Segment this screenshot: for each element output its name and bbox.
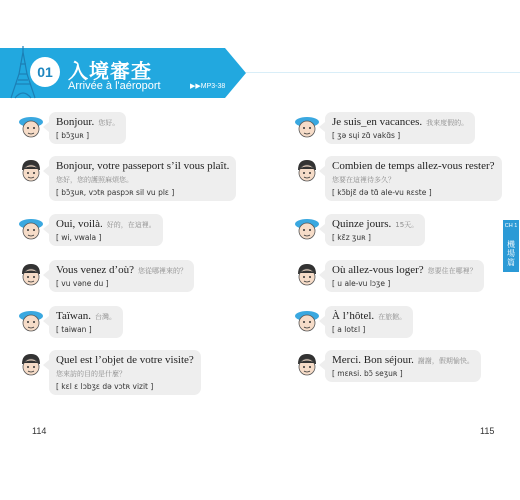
french-line: À l’hôtel. 在旅館。 (332, 310, 407, 322)
traveler-avatar-icon (294, 262, 320, 288)
pronunciation: [ ʒə sɥi zɑ̃ vakɑ̃s ] (332, 131, 401, 140)
french-line: Merci. Bon séjour. 謝謝，假期愉快。 (332, 354, 474, 366)
pronunciation: [ a lotɛl ] (332, 325, 366, 334)
traveler-avatar-icon (294, 352, 320, 378)
speech-bubble (49, 214, 163, 246)
speech-bubble (325, 112, 475, 144)
traveler-avatar-icon (18, 158, 44, 184)
chapter-tab-label: CH 1 (504, 223, 518, 229)
officer-avatar-icon (294, 216, 320, 242)
pronunciation: [ taiwan ] (56, 325, 92, 334)
chinese-translation: 您要在這裡待多久？ (332, 176, 395, 184)
speech-bubble (325, 306, 413, 338)
officer-avatar-icon (18, 216, 44, 242)
officer-avatar-icon (18, 114, 44, 140)
header-rule (246, 72, 520, 73)
officer-avatar-icon (294, 114, 320, 140)
pronunciation: [ vu vəne du ] (56, 279, 109, 288)
speech-bubble (325, 156, 502, 201)
pronunciation: [ kɛl ɛ lɔbʒɛ də vɔtʀ vizit ] (56, 382, 154, 391)
pronunciation: [ bɔ̃ʒuʀ, vɔtʀ paspɔʀ sil vu plɛ ] (56, 188, 175, 197)
chinese-translation: 我來度假的。 (426, 119, 469, 127)
chinese-translation: 15天。 (395, 221, 419, 229)
french-line: Combien de temps allez-vous rester? (332, 160, 495, 172)
chinese-translation: 您來訪的目的是什麼？ (56, 370, 126, 378)
speech-bubble (49, 156, 236, 201)
pronunciation: [ u ale-vu lɔʒe ] (332, 279, 391, 288)
chinese-translation: 您要住在哪裡？ (427, 267, 477, 275)
french-line: Où allez-vous loger? 您要住在哪裡？ (332, 264, 477, 276)
chapter-number: 01 (30, 57, 60, 87)
audio-track-label: ▶▶MP3-38 (190, 83, 226, 90)
french-line: Bonjour, votre passeport s’il vous plaît. (56, 160, 230, 172)
chinese-translation: 您好。 (98, 119, 120, 127)
chinese-translation: 您好，您的護照麻煩您。 (56, 176, 133, 184)
chinese-translation: 謝謝，假期愉快。 (417, 357, 474, 365)
french-line: Oui, voilà. 好的，在這裡。 (56, 218, 156, 230)
speech-bubble (49, 260, 194, 292)
pronunciation: [ kɛ̃z ʒuʀ ] (332, 233, 371, 242)
french-line: Taïwan. 台灣。 (56, 310, 116, 322)
french-line: Je suis_en vacances. 我來度假的。 (332, 116, 469, 128)
pronunciation: [ kɔ̃bjɛ̃ də tɑ̃ ale-vu ʀɛste ] (332, 188, 432, 197)
pronunciation: [ bɔ̃ʒuʀ ] (56, 131, 90, 140)
pronunciation: [ mɛʀsi. bɔ̃ seʒuʀ ] (332, 369, 403, 378)
page-number-left: 114 (32, 426, 47, 436)
chinese-translation: 在旅館。 (378, 313, 407, 321)
officer-avatar-icon (18, 308, 44, 334)
play-arrows-icon: ▶▶ (190, 83, 201, 90)
page-number-right: 115 (480, 426, 495, 436)
pronunciation: [ wi, vwala ] (56, 233, 102, 242)
chinese-translation: 您從哪裡來的？ (138, 267, 187, 275)
speech-bubble (325, 214, 425, 246)
traveler-avatar-icon (294, 158, 320, 184)
officer-avatar-icon (294, 308, 320, 334)
french-line: Quel est l’objet de votre visite? (56, 354, 194, 366)
speech-bubble (49, 306, 123, 338)
traveler-avatar-icon (18, 352, 44, 378)
french-line: Bonjour. 您好。 (56, 116, 120, 128)
speech-bubble (325, 260, 484, 292)
chapter-tab-text: 機 場 篇 (507, 240, 515, 267)
french-line: Quinze jours. 15天。 (332, 218, 419, 230)
speech-bubble (49, 112, 126, 144)
chinese-translation: 好的，在這裡。 (106, 221, 156, 229)
french-line: Vous venez d’où? 您從哪裡來的？ (56, 264, 187, 276)
page-title: 入境審查 (68, 59, 152, 83)
page-subtitle: Arrivée à l'aéroport (68, 80, 161, 92)
traveler-avatar-icon (18, 262, 44, 288)
speech-bubble (49, 350, 201, 395)
chinese-translation: 台灣。 (94, 313, 116, 321)
speech-bubble (325, 350, 481, 382)
